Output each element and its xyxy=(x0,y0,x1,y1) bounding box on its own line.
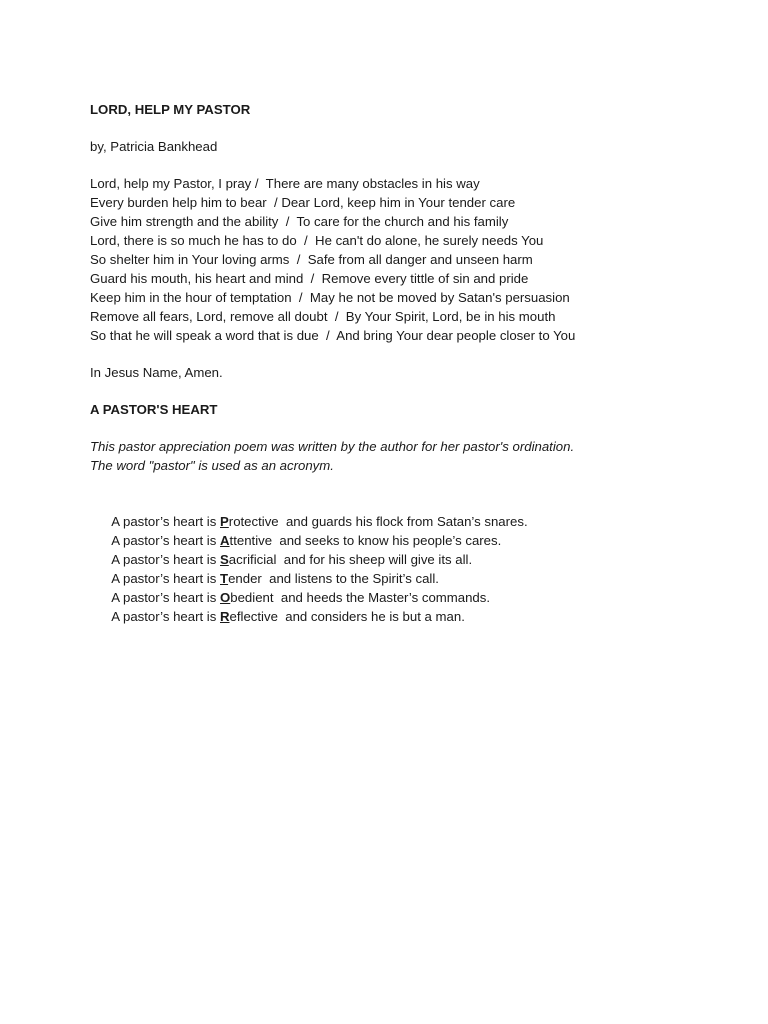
poem-line: Keep him in the hour of temptation / May he not be moved by Satan's persuasion xyxy=(90,290,570,305)
acrostic-rest: and considers he is but a man. xyxy=(277,609,465,624)
acrostic-word-rest: bedient xyxy=(230,590,274,605)
acrostic-word-rest: eflective xyxy=(229,609,278,624)
acrostic-letter: R xyxy=(220,609,230,624)
acrostic-letter: O xyxy=(220,590,231,605)
acrostic-letter: P xyxy=(220,514,229,529)
poem-line: Lord, help my Pastor, I pray / There are many obstacles in his way xyxy=(90,176,480,191)
acrostic-rest: and listens to the Spirit’s call. xyxy=(261,571,439,586)
acrostic-line xyxy=(90,493,730,529)
poem1-title: LORD, HELP MY PASTOR xyxy=(90,102,251,117)
poem-line: Every burden help him to bear / Dear Lord, keep him in Your tender care xyxy=(90,195,516,210)
poem-line: So that he will speak a word that is due / And bring Your dear people closer to You xyxy=(90,328,576,343)
acrostic-letter: S xyxy=(220,552,229,567)
acrostic-prefix: A pastor’s heart is xyxy=(111,571,220,586)
acrostic-prefix: A pastor’s heart is xyxy=(111,514,220,529)
acrostic-prefix: A pastor’s heart is xyxy=(111,533,220,548)
poem2-intro-line: This pastor appreciation poem was written by the author for her pastor's ordination. xyxy=(90,439,575,454)
poem-line: So shelter him in Your loving arms / Safe from all danger and unseen harm xyxy=(90,252,533,267)
document-page xyxy=(90,100,730,624)
poem-line: Remove all fears, Lord, remove all doubt / By Your Spirit, Lord, be in his mouth xyxy=(90,309,556,324)
acrostic-word-rest: ttentive xyxy=(229,533,273,548)
acrostic-prefix: A pastor’s heart is xyxy=(111,609,220,624)
acrostic-letter: T xyxy=(220,571,229,586)
acrostic-word-rest: ender xyxy=(228,571,262,586)
poem2-stanza xyxy=(90,493,730,624)
acrostic-rest: and guards his flock from Satan’s snares. xyxy=(278,514,528,529)
poem1-stanza xyxy=(90,174,730,345)
acrostic-prefix: A pastor’s heart is xyxy=(111,552,220,567)
acrostic-rest: and heeds the Master’s commands. xyxy=(273,590,491,605)
poem-line: Guard his mouth, his heart and mind / Remove every tittle of sin and pride xyxy=(90,271,529,286)
poem-line: Give him strength and the ability / To care for the church and his family xyxy=(90,214,509,229)
poem1-byline: by, Patricia Bankhead xyxy=(90,139,218,154)
acrostic-rest: and for his sheep will give its all. xyxy=(276,552,473,567)
acrostic-prefix: A pastor’s heart is xyxy=(111,590,220,605)
poem2-intro-line: The word "pastor" is used as an acronym. xyxy=(90,458,334,473)
acrostic-letter: A xyxy=(220,533,230,548)
acrostic-word-rest: acrificial xyxy=(228,552,277,567)
acrostic-word-rest: rotective xyxy=(228,514,279,529)
poem1-closing: In Jesus Name, Amen. xyxy=(90,365,223,380)
poem2-title: A PASTOR'S HEART xyxy=(90,402,218,417)
poem-line: Lord, there is so much he has to do / He can't do alone, he surely needs You xyxy=(90,233,544,248)
acrostic-rest: and seeks to know his people’s cares. xyxy=(272,533,502,548)
